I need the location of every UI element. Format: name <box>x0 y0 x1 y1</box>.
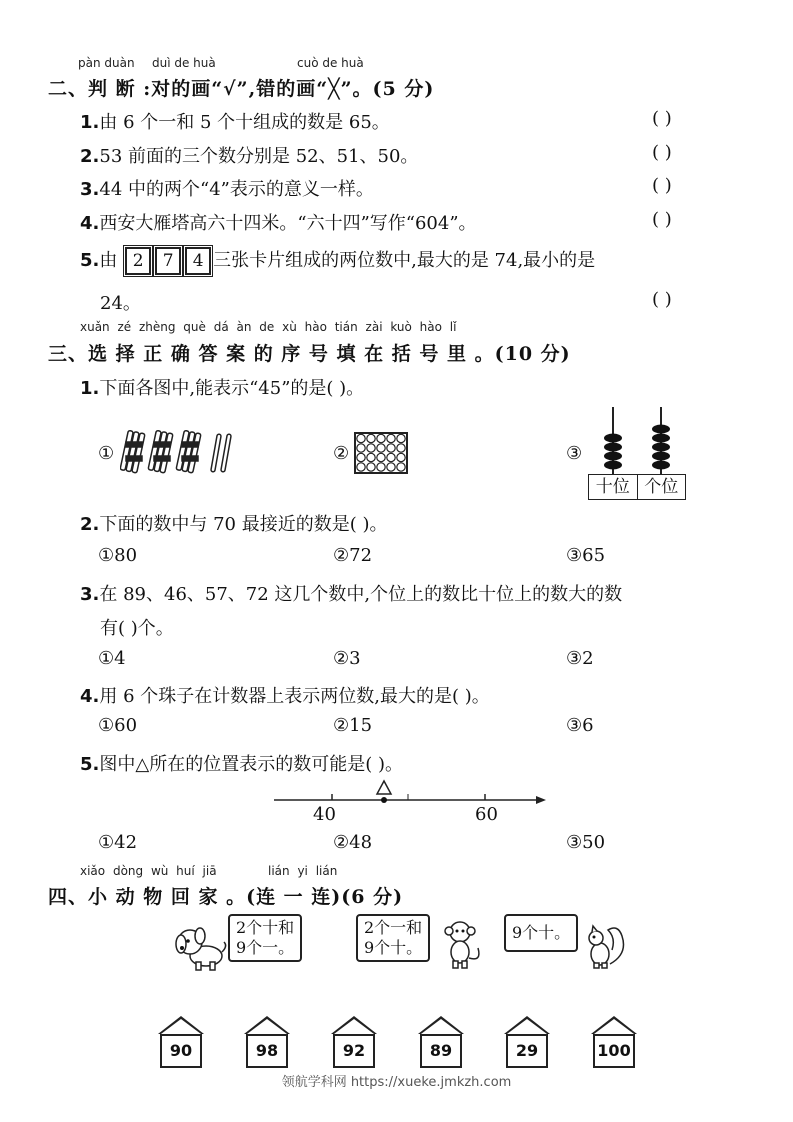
tick-label-60: 60 <box>475 804 498 825</box>
squirrel-speech-bubble <box>504 914 578 952</box>
judge-question-4: 4.西安大雁塔高六十四米。“六十四”写作“604”。 <box>80 213 477 234</box>
q3-option-1: ①4 <box>98 648 126 669</box>
grid-circle <box>357 444 365 452</box>
judge-question-1: 1.由 6 个一和 5 个十组成的数是 65。 <box>80 112 390 133</box>
house-100[interactable]: 100 <box>589 1016 639 1068</box>
answer-paren-1[interactable]: ( ) <box>652 108 672 129</box>
monkey-icon <box>442 918 486 970</box>
section-4-heading: 四、小 动 物 回 家 。(连 一 连)(6 分) <box>48 886 404 908</box>
house-89[interactable]: 89 <box>416 1016 466 1068</box>
puppy-speech-bubble <box>228 914 302 962</box>
grid-circle <box>397 453 405 461</box>
choice-question-3: 3.在 89、46、57、72 这几个数中,个位上的数比十位上的数大的数 <box>80 584 623 605</box>
q4-option-2: ②15 <box>333 715 373 736</box>
pinyin-sec3: xuǎn zé zhèng què dá àn de xù hào tián zài kuò hào lǐ <box>80 320 457 334</box>
grid-circle <box>387 453 395 461</box>
circle-grid-figure <box>354 432 408 474</box>
puppy-bubble-line-2: 9个一。 <box>236 938 295 957</box>
tick-label-40: 40 <box>313 804 336 825</box>
grid-circle <box>357 434 365 442</box>
number-card-4: 4 <box>185 247 211 275</box>
squirrel-bubble-line-1: 9个十。 <box>512 923 571 942</box>
number-line <box>272 778 548 804</box>
sticks-bundle-figure <box>120 428 245 476</box>
pinyin-panduan: pàn duàn <box>78 56 135 70</box>
q5-option-3: ③50 <box>566 832 606 853</box>
footer-watermark: 领航学科网 https://xueke.jmkzh.com <box>281 1075 512 1090</box>
section-3-heading: 三、选 择 正 确 答 案 的 序 号 填 在 括 号 里 。(10 分) <box>48 343 571 365</box>
choice-question-3-cont: 有( )个。 <box>100 618 174 639</box>
abacus-base <box>588 474 686 500</box>
grid-circle <box>367 434 375 442</box>
monkey-bubble-line-1: 2个一和 <box>364 918 423 937</box>
q5-option-2: ②48 <box>333 832 373 853</box>
judge-question-3: 3.44 中的两个“4”表示的意义一样。 <box>80 179 374 200</box>
q4-option-3: ③6 <box>566 715 594 736</box>
monkey-bubble-line-2: 9个十。 <box>364 938 423 957</box>
grid-circle <box>377 434 385 442</box>
answer-paren-5[interactable]: ( ) <box>652 289 672 310</box>
section-2-heading: 二、判 断 :对的画“√”,错的画“╳”。(5 分) <box>48 78 435 100</box>
number-card-7: 7 <box>155 247 181 275</box>
abacus-ones-label: 个位 <box>644 477 679 497</box>
pinyin-duidehua: duì de huà <box>152 56 216 70</box>
q2-option-1: ①80 <box>98 545 138 566</box>
grid-circle <box>377 463 385 471</box>
pinyin-sec4-a: xiǎo dòng wù huí jiā <box>80 864 217 878</box>
pinyin-sec4-b: lián yi lián <box>268 864 338 878</box>
grid-circle <box>397 463 405 471</box>
grid-circle <box>377 453 385 461</box>
grid-circle <box>397 434 405 442</box>
grid-circle <box>367 444 375 452</box>
grid-circle <box>397 444 405 452</box>
answer-paren-4[interactable]: ( ) <box>652 209 672 230</box>
q3-option-3: ③2 <box>566 648 594 669</box>
choice-question-1: 1.下面各图中,能表示“45”的是( )。 <box>80 378 365 399</box>
q2-option-2: ②72 <box>333 545 373 566</box>
q5-option-1: ①42 <box>98 832 138 853</box>
judge-question-5: 5.由 2 7 4 三张卡片组成的两位数中,最大的是 74,最小的是 <box>80 246 595 275</box>
grid-circle <box>357 463 365 471</box>
answer-paren-2[interactable]: ( ) <box>652 142 672 163</box>
grid-circle <box>377 444 385 452</box>
choice-question-2: 2.下面的数中与 70 最接近的数是( )。 <box>80 514 388 535</box>
option-label-1: ① <box>98 443 115 464</box>
abacus-figure <box>588 405 688 477</box>
judge-question-2: 2.53 前面的三个数分别是 52、51、50。 <box>80 146 419 167</box>
q4-option-1: ①60 <box>98 715 138 736</box>
house-90[interactable]: 90 <box>156 1016 206 1068</box>
puppy-icon <box>172 922 228 972</box>
monkey-speech-bubble <box>356 914 430 962</box>
squirrel-icon <box>582 920 628 970</box>
abacus-tens-label: 十位 <box>589 475 638 499</box>
pinyin-cuodehua: cuò de huà <box>297 56 364 70</box>
option-label-3: ③ <box>566 443 583 464</box>
house-92[interactable]: 92 <box>329 1016 379 1068</box>
house-98[interactable]: 98 <box>242 1016 292 1068</box>
grid-circle <box>367 463 375 471</box>
choice-question-5: 5.图中△所在的位置表示的数可能是( )。 <box>80 754 403 775</box>
house-29[interactable]: 29 <box>502 1016 552 1068</box>
grid-circle <box>387 444 395 452</box>
grid-circle <box>357 453 365 461</box>
q3-option-2: ②3 <box>333 648 361 669</box>
answer-paren-3[interactable]: ( ) <box>652 175 672 196</box>
q2-option-3: ③65 <box>566 545 606 566</box>
grid-circle <box>387 434 395 442</box>
judge-question-5-cont: 24。 <box>100 293 141 314</box>
grid-circle <box>367 453 375 461</box>
grid-circle <box>387 463 395 471</box>
number-card-2: 2 <box>125 247 151 275</box>
puppy-bubble-line-1: 2个十和 <box>236 918 295 937</box>
choice-question-4: 4.用 6 个珠子在计数器上表示两位数,最大的是( )。 <box>80 686 490 707</box>
option-label-2: ② <box>333 443 350 464</box>
